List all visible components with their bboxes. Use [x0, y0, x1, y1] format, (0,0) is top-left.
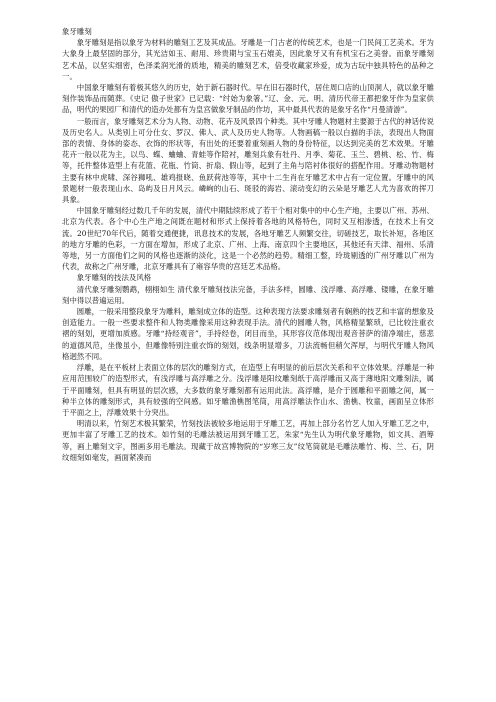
paragraph-bamboo-techniques: 明清以来，竹刻艺术极其繁荣，竹刻技法被较多地运用于牙雕工艺，再加上部分名竹艺人加入牙雕工艺之中，更加丰富了牙雕工艺的技术。如竹刻的毛雕法被运用到牙雕工艺，朱家“先生认为明代象牙雕物，如文具、酒筹等，画上雕刻文字，图画多用毛雕法。现藏于故宫博物院的“岁寒三友”纹笔筒就是毛雕法雕竹、梅、兰、石，阴纹细刻如毫发，画面紧凑而: [62, 419, 434, 462]
paragraph-history: 中国象牙雕刻有着极其悠久的历史，始于新石器时代。早在旧石器时代，居住周口店的山顶洞人，就以象牙雕刻作装饰品而随葬。《史记 傲子世家》已记载：“纣始为象箸。”辽、金、元、明、清历代帝王都把象牙作为皇家供品，明代的果园厂和清代的造办处都有为皇宫做象牙制品的作坊，其中最具代表的是象牙名作“月曼清游”。: [62, 83, 434, 115]
paragraph-round-carving: 圆雕，一般采用整段象牙为雕料，雕刻成立体的造型。这种表现方法要求雕刻者有娴熟的技艺和丰富的想象及创造能力。一般一些要求整件和人物类雕像采用这种表现手法。清代的圆雕人物，风格精显繁琐，已比较注重衣褶的刻划，更增加质感。牙雕“持经观音”，手持经卷，闭目而坐，其形容仪范体现出观音菩萨的清净端庄，慈悲的道德风范，坐像虽小，但雕像特别注重衣饰的刻划，线条明显增多，刀法流畅但稍欠浑厚，与明代牙雕人物风格迥然不同。: [62, 307, 434, 361]
document-title: 象牙雕刻: [62, 27, 92, 36]
paragraph-categories: 一般而言，象牙雕刻艺术分为人物、动物、花卉及风景四个种类。其中牙雕人物题材主要源于古代的神话传说及历史名人。从类别上可分仕女、罗汉、佛人、武人及历史人物等。人物画稿一般以白描的手法，表现出人物面部的表情、身体的姿态、衣饰的形状等，有出处的还要着重刻画人物的身份特征，以达到完美的艺术效果。牙雕花卉一般以花为主，以鸟、蝶、蛐蛐、青蛙等作陪衬，雕刻兵象有牡丹、月季、菊花、玉兰、碧桃、松、竹、梅等，托件整体造型上有花篮、花瓶、竹筒、折扇、假山等，起到了主角与陪衬体很好的搭配作用。牙雕动物题材主要有林中虎啸、深谷狮吼、雄鸡报晓、鱼跃荷池等等，其中十二生肖在牙雕艺术中占有一定位置。牙雕中的风景题材一般表现山水、岛屿及日月风云。嶙峋的山石、斑驳的海岩、滚动变幻的云朵是牙雕艺人尤为喜欢的挥刀具象。: [62, 116, 434, 205]
document-page: [62, 26, 434, 463]
paragraph-intro: 象牙雕刻是指以象牙为材料的雕刻工艺及其成品。牙雕是一门古老的传统艺术，也是一门民间工艺美术。牙为大象身上最坚固的部分，其光洁如玉、耐用、珍贵期与宝玉石媲美，因此象牙又有有机宝石之美誉。而象牙雕刻艺术品，以坚实细密，色泽柔润光滑的质地，精美的雕刻艺术，倍受收藏家珍爱，成为古玩中独具特色的品种之一。: [62, 38, 434, 81]
paragraph-development: 中国象牙雕刻经过数几千年的发展，清代中期陆续形成了若干个相对集中的中心生产地，主要以广州、苏州、北京为代表。各个中心生产地之间既在题材和形式上保持着各地的风格特色，同时又互相渗透，在技术上有交流。20世纪70年代后，随着交通便捷，讯息技术的发展，各地牙雕艺人频繁交往，切磋技艺，取长补短，各地区的地方牙雕的色彩，一方面在增加，形成了北京、广州、上海、南京四个主要地区，其他还有天津、福州、乐清等地，另一方面他们之间的风格也逐渐的淡化，这是一个必然的趋势。精细工整，玲珑剔透的广州牙雕以广州为代表，故称之广州牙雕，北京牙雕具有了雍容华贵的宫廷艺术品格。: [62, 206, 434, 272]
section-heading-techniques: 象牙雕刻的技法及风格: [76, 273, 152, 283]
paragraph-relief-carving: 浮雕，是在平板材上表面立体的层次的雕刻方式，在造型上有明显的前后层次关系和平立体效果。浮雕是一种应用范围较广的造型形式，有浅浮雕与高浮雕之分。浅浮雕是阳纹雕刻纸于高浮雕而又高于薄地阳文雕刻法，属于平面雕刻，但具有明显的层次感，大多数的象牙雕刻都有运用此法。高浮雕，是介于圆雕和平面雕之间，属一种半立体的雕刻形式，具有较强的空间感。如牙雕渔樵图笔筒，用高浮雕法作山水、渔樵、牧童，画面呈立体形于平面之上，浮雕效果十分突出。: [62, 363, 434, 417]
paragraph-techniques: 清代象牙雕刻鹦鹉，栩栩如生 清代象牙雕刻技法完备，手法多样，圆雕、浅浮雕、高浮雕、镂雕，在象牙雕刻中得以普遍运用。: [62, 284, 434, 305]
